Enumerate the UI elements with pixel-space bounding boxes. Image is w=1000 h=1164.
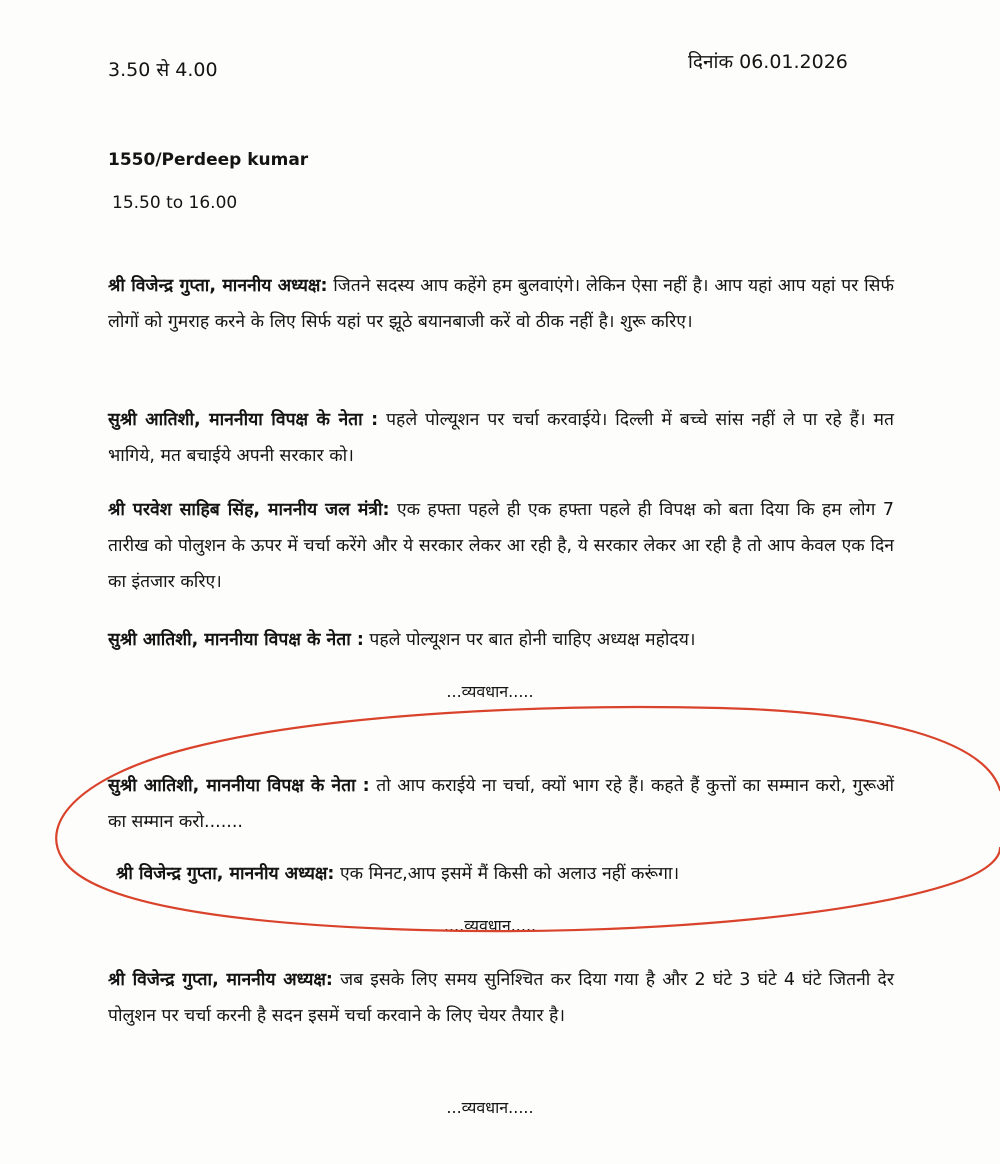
transcript-paragraph (108, 622, 894, 658)
speech-text: पहले पोल्यूशन पर बात होनी चाहिए अध्यक्ष महोदय। (363, 630, 696, 650)
transcript-paragraph (108, 962, 894, 1034)
speaker-name: श्री विजेन्द्र गुप्ता, माननीय अध्यक्ष: (116, 864, 335, 884)
speaker-name: श्री विजेन्द्र गुप्ता, माननीय अध्यक्ष: (108, 970, 333, 990)
reporter-code-name: 1550/Perdeep kumar (108, 150, 309, 170)
speech-text: जितने सदस्य आप कहेंगे हम बुलवाएंगे। लेकिन ऐसा नहीं है। आप यहां आप यहां पर सिर्फ लोगों को गुमराह करने के लिए सिर्फ यहां पर झूठे बयानबाजी करें वो ठीक नहीं है। शुरू करिए। (108, 276, 895, 332)
document-date: दिनांक 06.01.2026 (688, 51, 848, 73)
time-range-hindi: 3.50 से 4.00 (108, 59, 218, 81)
reporter-time-range: 15.50 to 16.00 (112, 193, 238, 213)
speaker-name: सुश्री आतिशी, माननीया विपक्ष के नेता : (108, 410, 379, 430)
speech-text: जब इसके लिए समय सुनिश्चित कर दिया गया है और 2 घंटे 3 घंटे 4 घंटे जितनी देर पोलुशन पर चर्चा करनी है सदन इसमें चर्चा करवाने के लिए चेयर तैयार है। (108, 970, 894, 1026)
speech-text: तो आप कराईये ना चर्चा, क्यों भाग रहे हैं। कहते हैं कुत्तों का सम्मान करो, गुरूओं का सम्मान करो....... (108, 776, 895, 832)
transcript-paragraph (108, 268, 894, 340)
speaker-name: श्री परवेश साहिब सिंह, माननीय जल मंत्री: (108, 500, 390, 520)
speech-text: एक हफ्ता पहले ही एक हफ्ता पहले ही विपक्ष को बता दिया कि हम लोग 7 तारीख को पोलुशन के ऊपर में चर्चा करेंगे और ये सरकार लेकर आ रही है, ये सरकार लेकर आ रही है तो आप केवल एक दिन का इंतजार करिए। (108, 500, 894, 592)
transcript-paragraph (108, 492, 894, 600)
speaker-name: श्री विजेन्द्र गुप्ता, माननीय अध्यक्ष: (108, 276, 328, 296)
interruption-note: ....व्यवधान..... (443, 916, 537, 935)
speaker-name: सुश्री आतिशी, माननीया विपक्ष के नेता : (108, 776, 370, 796)
transcript-paragraph (116, 856, 902, 892)
speaker-name: सुश्री आतिशी, माननीया विपक्ष के नेता : (108, 630, 364, 650)
speech-text: पहले पोल्यूशन पर चर्चा करवाईये। दिल्ली में बच्चे सांस नहीं ले पा रहे हैं। मत भागिये, मत बचाईये अपनी सरकार को। (108, 410, 894, 466)
interruption-note: ...व्यवधान..... (446, 1098, 534, 1117)
speech-text: एक मिनट,आप इसमें मैं किसी को अलाउ नहीं करूंगा। (334, 864, 680, 884)
transcript-paragraph (108, 402, 894, 474)
interruption-note: ...व्यवधान..... (446, 682, 534, 701)
transcript-paragraph (108, 768, 894, 840)
